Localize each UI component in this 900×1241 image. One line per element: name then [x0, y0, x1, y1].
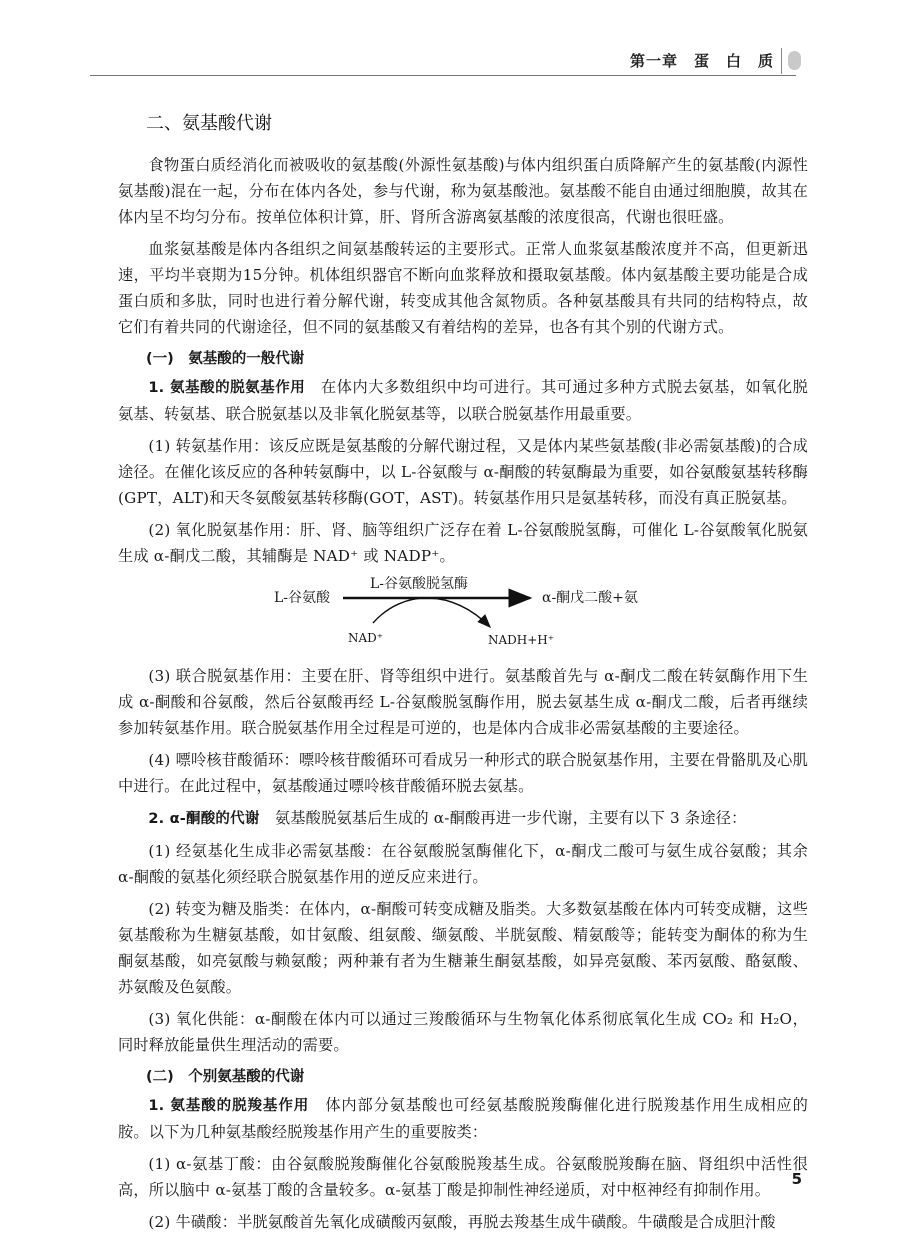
paragraph-plasma-amino-acids: 血浆氨基酸是体内各组织之间氨基酸转运的主要形式。正常人血浆氨基酸浓度并不高，但更新迅速，平均半衰期为15分钟。机体组织器官不断向血浆释放和摄取氨基酸。体内氨基酸主要功能是合成蛋白质和多肽，同时也进行着分解代谢，转变成其他含氮物质。各种氨基酸具有共同的结构特点，故它们有着共同的代谢途径，但不同的氨基酸又有着结构的差异，也各有其个别的代谢方式。 [118, 240, 808, 336]
lead-decarboxylation: 1. 氨基酸的脱羧基作用 [148, 1098, 310, 1114]
chapter-tab-marker [788, 51, 801, 70]
reaction-substrate: L-谷氨酸 [274, 590, 331, 606]
section-title: 二、氨基酸代谢 [146, 113, 272, 134]
paragraph-amination: (1) 经氨基化生成非必需氨基酸：在谷氨酸脱氢酶催化下，α-酮戊二酸可与氨生成谷氨酸；其余 α-酮酸的氨基化须经联合脱氨基作用的逆反应来进行。 [118, 842, 808, 886]
lead-deamination: 1. 氨基酸的脱氨基作用 [148, 380, 306, 396]
paragraph-keto-acid [118, 805, 808, 832]
reaction-diagram [118, 575, 808, 659]
paragraph-taurine: (2) 牛磺酸：半胱氨酸首先氧化成磺酸丙氨酸，再脱去羧基生成牛磺酸。牛磺酸是合成胆汁酸 [148, 1213, 776, 1231]
reaction-enzyme: L-谷氨酸脱氢酶 [370, 576, 469, 592]
header-rule [90, 75, 796, 76]
paragraph-oxidative-deamination: (2) 氧化脱氨基作用：肝、肾、脑等组织广泛存在着 L-谷氨酸脱氢酶，可催化 L-谷氨酸氧化脱氨生成 α-酮戊二酸，其辅酶是 NAD⁺ 或 NADP⁺。 [118, 521, 808, 565]
running-head [0, 46, 900, 76]
subheading-general-metabolism: (一) 氨基酸的一般代谢 [146, 351, 305, 367]
paragraph-amino-acid-pool: 食物蛋白质经消化而被吸收的氨基酸(外源性氨基酸)与体内组织蛋白质降解产生的氨基酸(内源性氨基酸)混在一起，分布在体内各处，参与代谢，称为氨基酸池。氨基酸不能自由通过细胞膜，故其在体内呈不均匀分布。按单位体积计算，肝、肾所含游离氨基酸的浓度很高，代谢也很旺盛。 [118, 156, 808, 226]
paragraph-decarboxylation [118, 1092, 808, 1145]
chapter-title: 第一章 蛋 白 质 [629, 52, 774, 70]
paragraph-transamination: (1) 转氨基作用：该反应既是氨基酸的分解代谢过程，又是体内某些氨基酸(非必需氨基酸)的合成途径。在催化该反应的各种转氨酶中，以 L-谷氨酸与 α-酮酸的转氨酶最为重要，如谷氨酸氨基转移酶(GPT，ALT)和天冬氨酸氨基转移酶(GOT，AST)。转氨基作用只是氨基转移，而没有真正脱氨基。 [118, 437, 808, 507]
page-number: 5 [791, 1170, 802, 1188]
paragraph-purine-cycle: (4) 嘌呤核苷酸循环：嘌呤核苷酸循环可看成另一种形式的联合脱氨基作用，主要在骨骼肌及心肌中进行。在此过程中，氨基酸通过嘌呤核苷酸循环脱去氨基。 [118, 751, 808, 795]
keto-acid-text: 氨基酸脱氨基后生成的 α-酮酸再进一步代谢，主要有以下 3 条途径： [259, 809, 747, 827]
decarboxylation-text: 体内部分氨基酸也可经氨基酸脱羧酶催化进行脱羧基作用生成相应的胺。以下为几种氨基酸经脱羧基作用产生的重要胺类： [118, 1096, 809, 1141]
paragraph-deamination [118, 374, 808, 427]
header-divider [781, 48, 782, 74]
subheading-individual-metabolism: (二) 个别氨基酸的代谢 [146, 1069, 305, 1085]
paragraph-oxidation: (3) 氧化供能：α-酮酸在体内可以通过三羧酸循环与生物氧化体系彻底氧化生成 CO₂ 和 H₂O，同时释放能量供生理活动的需要。 [118, 1010, 808, 1054]
reaction-product: α-酮戊二酸+氨 [542, 590, 638, 606]
reaction-cofactor-out: NADH+H⁺ [488, 633, 555, 647]
deamination-text: 在体内大多数组织中均可进行。其可通过多种方式脱去氨基，如氧化脱氨基、转氨基、联合脱氨基以及非氧化脱氨基等，以联合脱氨基作用最重要。 [118, 378, 809, 423]
paragraph-gaba: (1) α-氨基丁酸：由谷氨酸脱羧酶催化谷氨酸脱羧基生成。谷氨酸脱羧酶在脑、肾组织中活性很高，所以脑中 α-氨基丁酸的含量较多。α-氨基丁酸是抑制性神经递质，对中枢神经有抑制作用。 [118, 1155, 808, 1199]
paragraph-combined-deamination: (3) 联合脱氨基作用：主要在肝、肾等组织中进行。氨基酸首先与 α-酮戊二酸在转氨酶作用下生成 α-酮酸和谷氨酸，然后谷氨酸再经 L-谷氨酸脱氢酶作用，脱去氨基生成 α-酮戊二酸，后者再继续参加转氨基作用。联合脱氨基作用全过程是可逆的，也是体内合成非必需氨基酸的主要途径。 [118, 667, 808, 737]
page-body [118, 110, 808, 1241]
reaction-cofactor-in: NAD⁺ [348, 631, 384, 645]
lead-keto-acid: 2. α-酮酸的代谢 [148, 811, 260, 827]
paragraph-sugar-lipid: (2) 转变为糖及脂类：在体内，α-酮酸可转变成糖及脂类。大多数氨基酸在体内可转变成糖，这些氨基酸称为生糖氨基酸，如甘氨酸、组氨酸、缬氨酸、半胱氨酸、精氨酸等；能转变为酮体的称为生酮氨基酸，如亮氨酸与赖氨酸；两种兼有者为生糖兼生酮氨基酸，如异亮氨酸、苯丙氨酸、酪氨酸、苏氨酸及色氨酸。 [118, 900, 808, 996]
